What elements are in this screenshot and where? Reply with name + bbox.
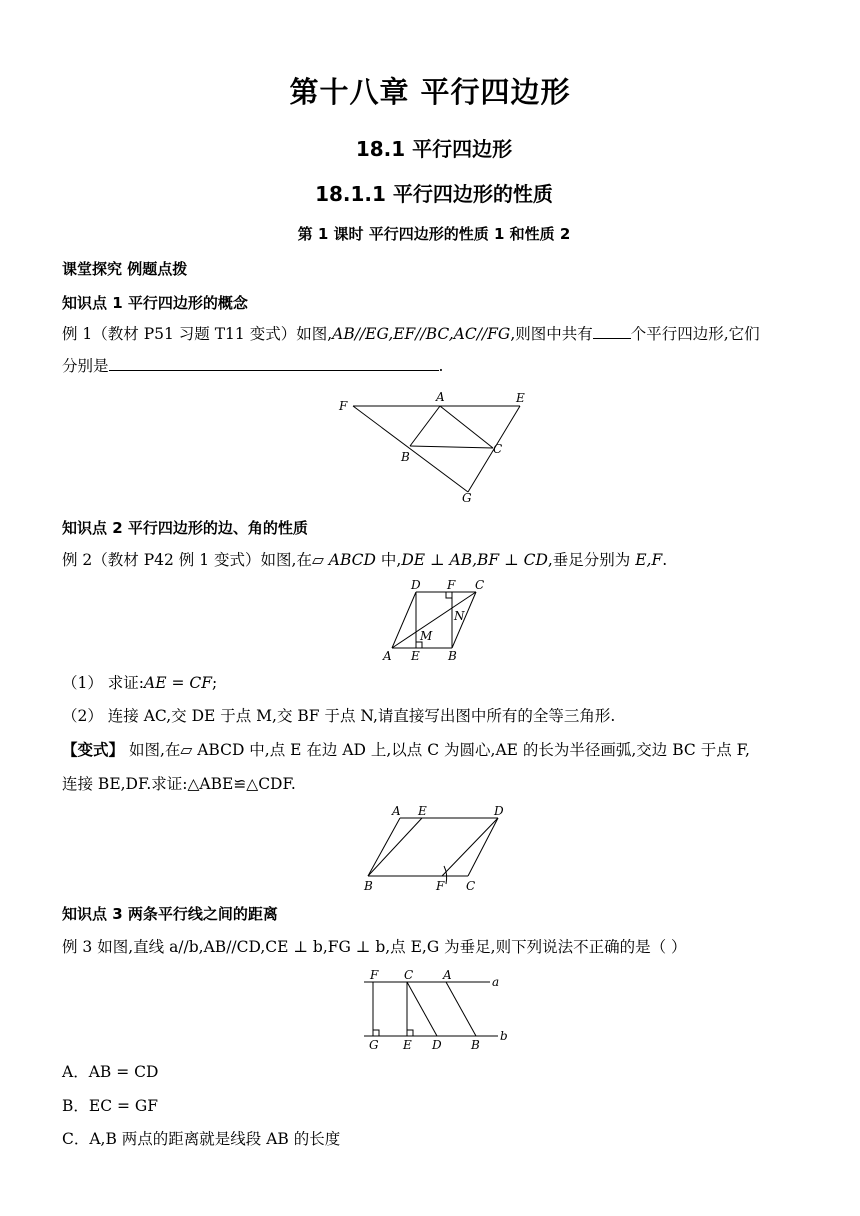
fig3-label-A: A (392, 804, 401, 818)
example2-question2: （2） 连接 AC,交 DE 于点 M,交 BF 于点 N,请直接写出图中所有的全等三角形. (62, 707, 616, 725)
example1-line1: 例 1（教材 P51 习题 T11 变式）如图,AB//EG,EF//BC,AC//FG,则图中共有 个平行四边形,它们 (62, 325, 760, 343)
fig2-label-N: N (454, 609, 465, 623)
fig2-label-F: F (447, 580, 456, 592)
fig2-label-M: M (420, 629, 433, 643)
chapter-title: 第十八章 平行四边形 (289, 75, 571, 109)
fig4-label-E: E (403, 1038, 412, 1052)
fig3-label-F: F (436, 879, 445, 893)
fig3-label-E: E (418, 804, 427, 818)
figure-2 (380, 580, 490, 664)
fig4-label-G: G (369, 1038, 379, 1052)
example2-question1: （1） 求证:AE = CF; (62, 674, 218, 692)
fig1-label-F: F (339, 399, 348, 413)
fig4-label-a: a (492, 975, 500, 989)
fig1-label-B: B (401, 450, 410, 464)
fig4-label-F: F (370, 968, 379, 982)
fig2-label-E: E (411, 649, 420, 663)
fig4-label-B: B (471, 1038, 480, 1052)
fig1-label-A: A (436, 390, 445, 404)
variant-line2: 连接 BE,DF.求证:△ABE≌△CDF. (62, 775, 296, 793)
figure-3 (360, 804, 510, 894)
fig1-label-C: C (493, 442, 503, 456)
kp1-heading: 知识点 1 平行四边形的概念 (62, 294, 248, 312)
fig4-label-D: D (432, 1038, 442, 1052)
example2-line: 例 2（教材 P42 例 1 变式）如图,在▱ ABCD 中,DE ⊥ AB,BF ⊥ CD,垂足分别为 E,F. (62, 551, 668, 569)
fig2-label-C: C (475, 580, 485, 592)
class-explore-heading: 课堂探究 例题点拨 (62, 260, 188, 278)
variant-line1: 【变式】 如图,在▱ ABCD 中,点 E 在边 AD 上,以点 C 为圆心,AE 的长为半径画弧,交边 BC 于点 F, (62, 741, 750, 759)
figure-1 (335, 388, 535, 506)
example3-option-b[interactable]: B．EC = GF (62, 1097, 159, 1115)
fig3-label-D: D (494, 804, 504, 818)
fig4-label-A: A (443, 968, 452, 982)
fig1-label-G: G (462, 491, 472, 505)
example3-option-c[interactable]: C．A,B 两点的距离就是线段 AB 的长度 (62, 1130, 341, 1148)
fig4-label-C: C (404, 968, 414, 982)
example1-line2: 分别是 . (62, 357, 444, 375)
kp3-heading: 知识点 3 两条平行线之间的距离 (62, 905, 278, 923)
fig2-label-A: A (383, 649, 392, 663)
example3-stem: 例 3 如图,直线 a//b,AB//CD,CE ⊥ b,FG ⊥ b,点 E,G 为垂足,则下列说法不正确的是（ ） (62, 938, 687, 956)
section-title: 18.1 平行四边形 (355, 137, 513, 161)
subsection-title: 18.1.1 平行四边形的性质 (315, 182, 553, 206)
lesson-title: 第 1 课时 平行四边形的性质 1 和性质 2 (297, 225, 571, 243)
answer-blank-list[interactable] (109, 356, 439, 371)
fig2-label-B: B (448, 649, 457, 663)
example3-option-a[interactable]: A．AB = CD (62, 1063, 159, 1081)
fig1-label-E: E (516, 391, 525, 405)
fig3-label-B: B (364, 879, 373, 893)
fig2-label-D: D (411, 580, 421, 592)
answer-blank-count[interactable] (593, 324, 631, 339)
fig3-label-C: C (466, 879, 476, 893)
figure-4 (360, 966, 510, 1056)
fig4-label-b: b (500, 1029, 508, 1043)
kp2-heading: 知识点 2 平行四边形的边、角的性质 (62, 519, 308, 537)
